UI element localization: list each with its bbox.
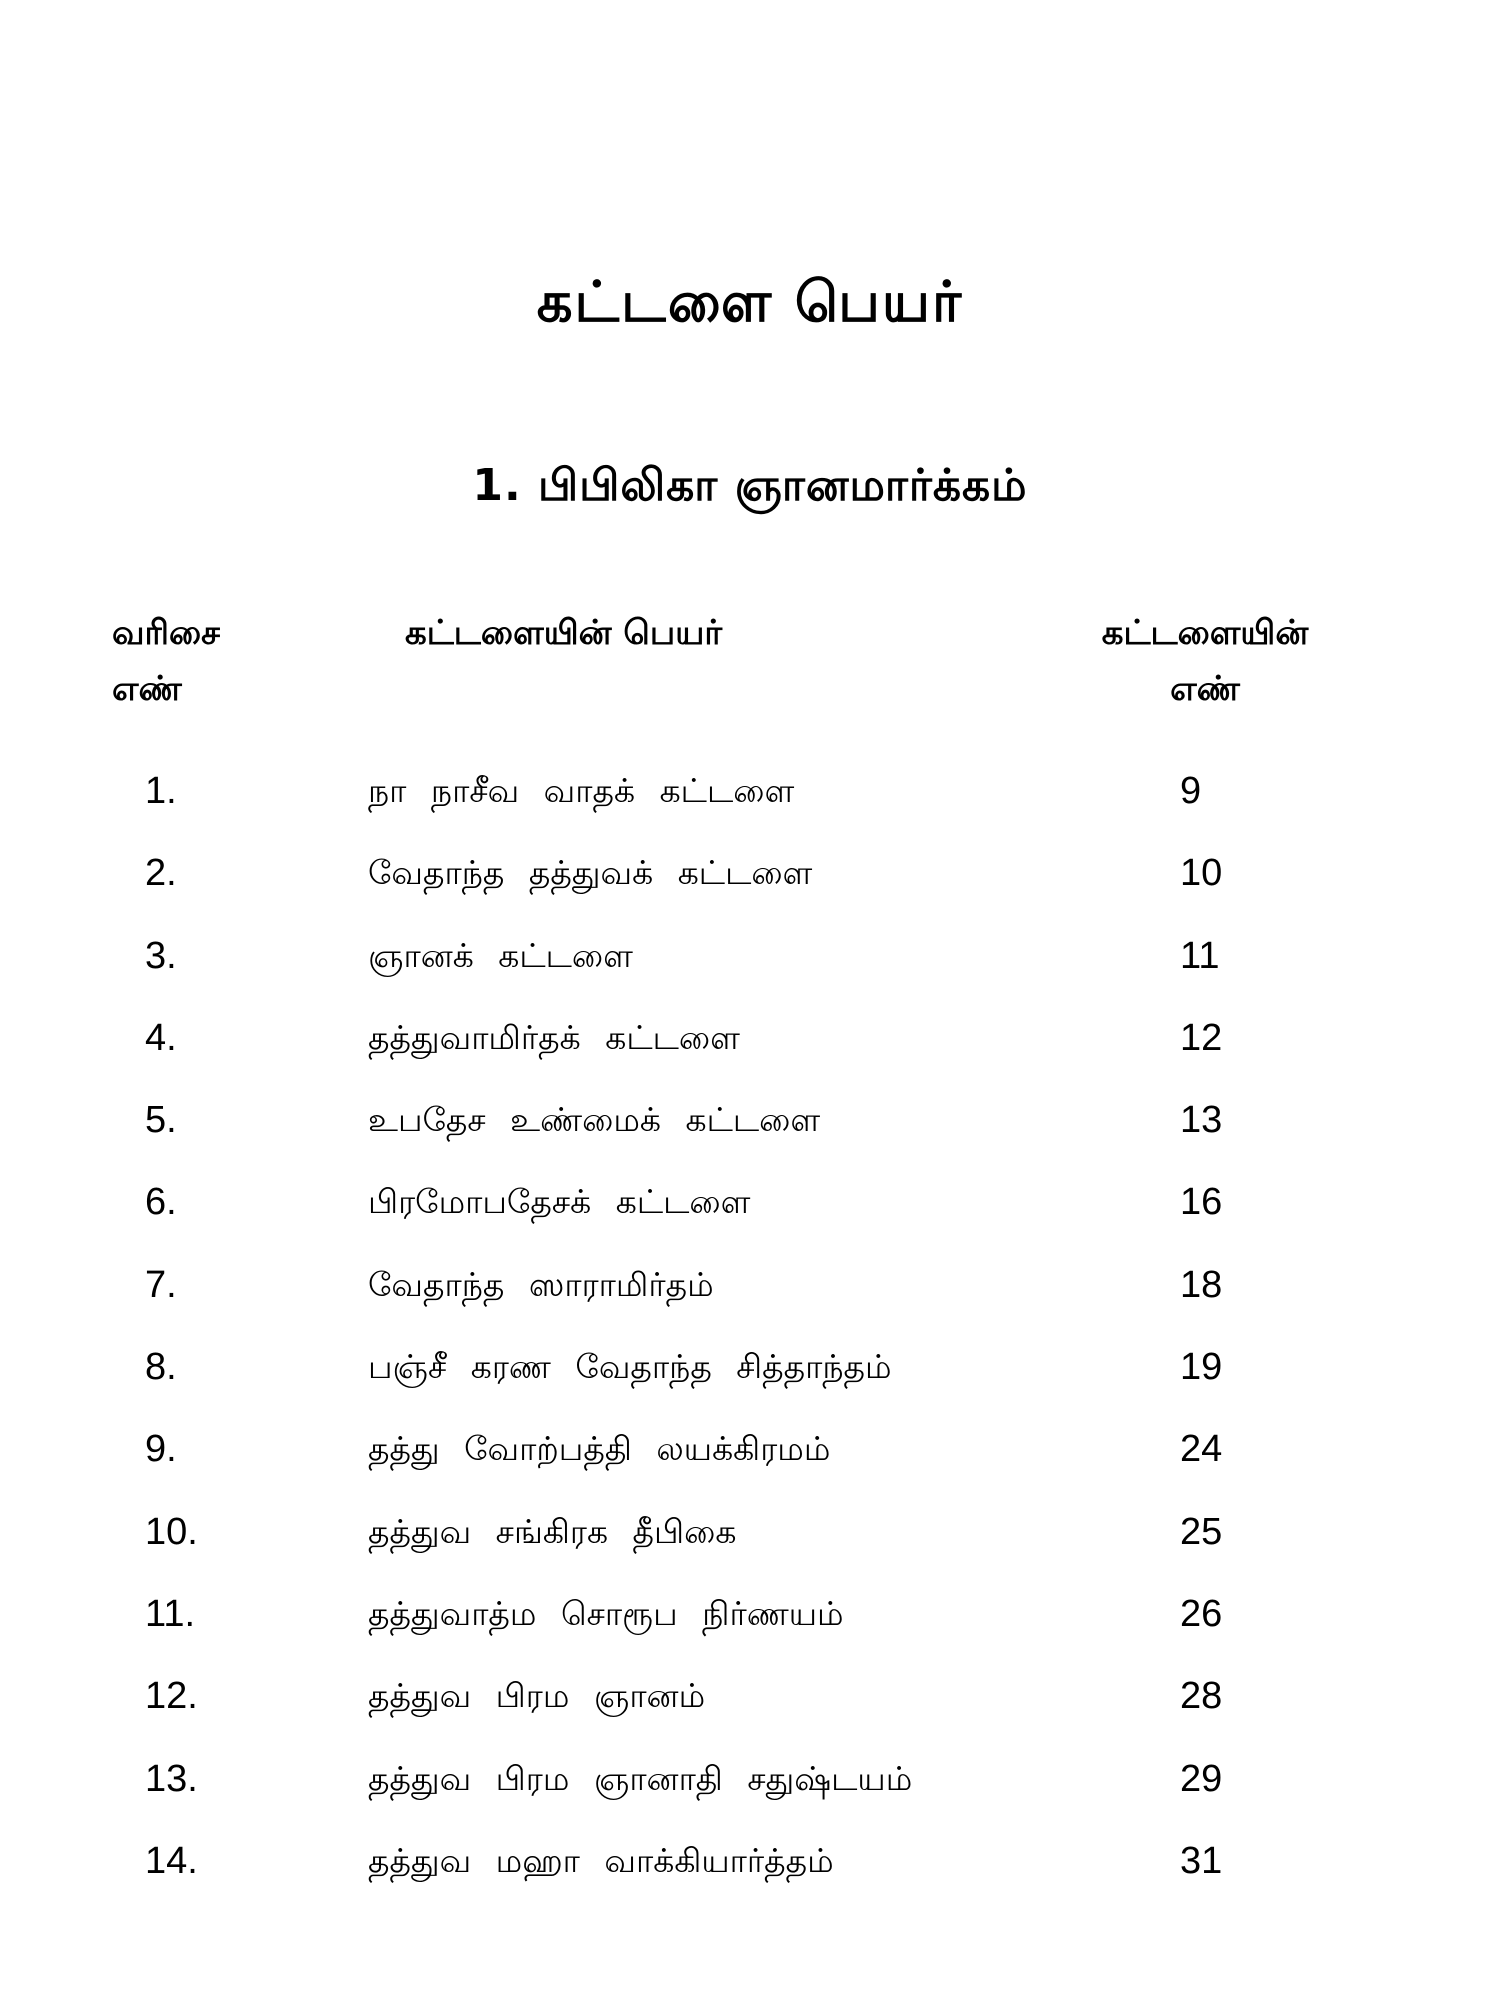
toc-row-page: 12 bbox=[1180, 1016, 1223, 1059]
toc-row bbox=[0, 1573, 1500, 1655]
toc-row-name: வேதாந்த ஸாராமிர்தம் bbox=[368, 1264, 714, 1304]
column-header-number bbox=[1055, 605, 1355, 717]
toc-row bbox=[0, 1738, 1500, 1820]
column-header-serial-line2: எண் bbox=[112, 669, 182, 709]
toc-row-name: பஞ்சீ கரண வேதாந்த சித்தாந்தம் bbox=[368, 1347, 892, 1387]
column-header-number-line1: கட்டளையின் bbox=[1101, 613, 1309, 653]
toc-row-name: தத்துவாத்ம சொரூப நிர்ணயம் bbox=[368, 1593, 844, 1633]
column-header-serial bbox=[112, 605, 220, 717]
toc-row-number: 8. bbox=[145, 1346, 177, 1389]
toc-row bbox=[0, 750, 1500, 832]
toc-row-page: 13 bbox=[1180, 1099, 1223, 1142]
toc-row-name: தத்துவாமிர்தக் கட்டளை bbox=[368, 1017, 740, 1057]
toc-row-page: 10 bbox=[1180, 852, 1223, 895]
toc-row-page: 25 bbox=[1180, 1510, 1223, 1553]
toc-row-name: தத்து வோற்பத்தி லயக்கிரமம் bbox=[368, 1429, 831, 1469]
page-title: கட்டளை பெயர் bbox=[536, 270, 964, 335]
toc-row-number: 12. bbox=[145, 1675, 198, 1718]
toc-row bbox=[0, 1161, 1500, 1243]
toc-row-number: 13. bbox=[145, 1757, 198, 1800]
toc-row bbox=[0, 1244, 1500, 1326]
toc-row-page: 16 bbox=[1180, 1181, 1223, 1224]
toc-row bbox=[0, 1079, 1500, 1161]
toc-row bbox=[0, 1655, 1500, 1737]
toc-row bbox=[0, 1491, 1500, 1573]
toc-row-number: 9. bbox=[145, 1428, 177, 1471]
toc-row-number: 1. bbox=[145, 770, 177, 812]
toc-row-number: 4. bbox=[145, 1016, 177, 1059]
toc-row-number: 3. bbox=[145, 934, 177, 977]
toc-row-number: 10. bbox=[145, 1510, 198, 1553]
toc-row-number: 6. bbox=[145, 1181, 177, 1224]
toc-row-name: ஞானக் கட்டளை bbox=[368, 935, 633, 975]
toc-row-number: 2. bbox=[145, 852, 177, 895]
toc-row bbox=[0, 832, 1500, 914]
toc-row-name: தத்துவ சங்கிரக தீபிகை bbox=[368, 1511, 737, 1551]
toc-row bbox=[0, 915, 1500, 997]
toc-row-page: 24 bbox=[1180, 1428, 1223, 1471]
toc-row bbox=[0, 1820, 1500, 1902]
toc-row-name: வேதாந்த தத்துவக் கட்டளை bbox=[368, 853, 813, 893]
section-title: 1. பிபிலிகா ஞானமார்க்கம் bbox=[472, 460, 1028, 511]
toc-row-name: உபதேச உண்மைக் கட்டளை bbox=[368, 1100, 821, 1140]
toc-row-number: 7. bbox=[145, 1263, 177, 1306]
column-header-number-line2: எண் bbox=[1170, 669, 1240, 709]
toc-row-page: 19 bbox=[1180, 1346, 1223, 1389]
toc-list bbox=[0, 750, 1500, 1902]
toc-row-page: 9 bbox=[1180, 770, 1202, 812]
column-header-serial-line1: வரிசை bbox=[112, 613, 221, 653]
toc-row-page: 26 bbox=[1180, 1592, 1223, 1635]
toc-row-page: 11 bbox=[1180, 934, 1220, 977]
toc-row bbox=[0, 1408, 1500, 1490]
toc-row-page: 28 bbox=[1180, 1675, 1223, 1718]
toc-row bbox=[0, 997, 1500, 1079]
toc-row-name: தத்துவ பிரம ஞானம் bbox=[368, 1676, 706, 1716]
toc-row-page: 29 bbox=[1180, 1757, 1223, 1800]
toc-row bbox=[0, 1326, 1500, 1408]
toc-row-number: 11. bbox=[145, 1592, 196, 1635]
toc-row-page: 18 bbox=[1180, 1263, 1223, 1306]
toc-row-number: 14. bbox=[145, 1839, 198, 1882]
toc-row-name: பிரமோபதேசக் கட்டளை bbox=[368, 1182, 751, 1222]
toc-row-name: தத்துவ பிரம ஞானாதி சதுஷ்டயம் bbox=[368, 1758, 913, 1798]
column-header-name: கட்டளையின் பெயர் bbox=[405, 613, 723, 653]
toc-row-name: நா நாசீவ வாதக் கட்டளை bbox=[368, 771, 795, 810]
toc-row-number: 5. bbox=[145, 1099, 177, 1142]
toc-row-name: தத்துவ மஹா வாக்கியார்த்தம் bbox=[368, 1840, 834, 1880]
toc-row-page: 31 bbox=[1180, 1839, 1223, 1882]
